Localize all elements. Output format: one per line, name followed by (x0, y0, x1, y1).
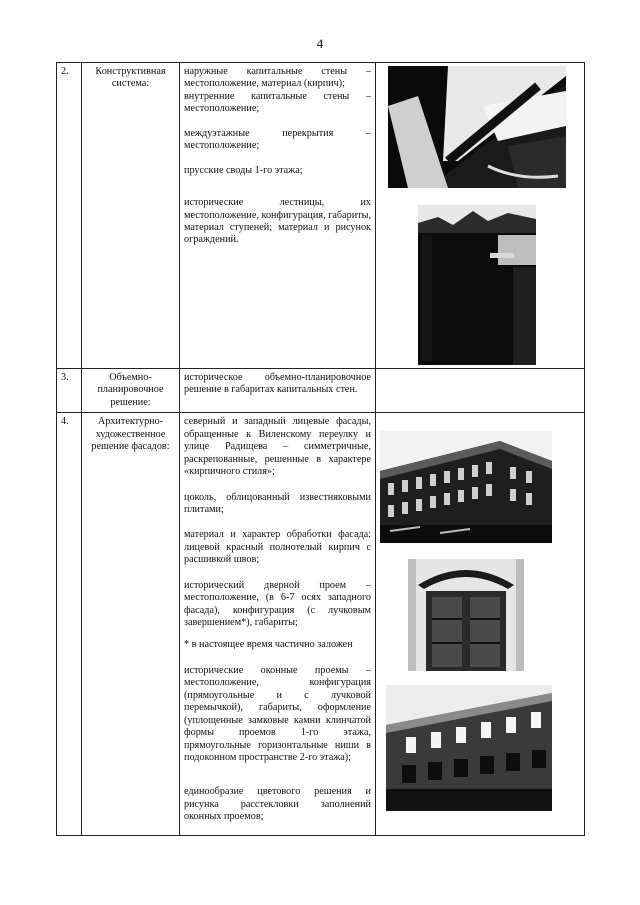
list-item: северный и западный лицевые фасады, обращенные к Виленскому переулку и улице Радищева – симметричные, раскрепованные, решенные в характере «кирпичного стиля»; (184, 416, 371, 478)
list-item: исторические лестницы, их местоположение, конфигурация, габариты, материал ступеней; материал и рисунок ограждений. (184, 197, 371, 246)
list-item: исторический дверной проем – местоположение, (в 6-7 осях западного фасада), конфигурация (с лучковым завершением*), габариты; (184, 579, 371, 628)
photo-cell (376, 63, 585, 369)
feature-items (180, 369, 376, 413)
feature-items (180, 413, 376, 836)
table-row (57, 369, 585, 413)
list-item: цоколь, облицованный известняковыми плитами; (184, 491, 371, 515)
list-item: историческое объемно-планировочное решение в габаритах капитальных стен. (184, 372, 371, 396)
list-item: внутренние капитальные стены – местоположение; (184, 90, 371, 115)
building-corner-photo (380, 431, 552, 543)
list-item: * в настоящее время частично заложен (184, 639, 353, 651)
entrance-door-photo (408, 559, 524, 671)
feature-name: Архитектурно-художественное решение фасадов: (82, 413, 180, 836)
row-number: 2. (57, 63, 82, 369)
feature-name: Объемно-планировочное решение: (82, 369, 180, 413)
facade-windows-photo (386, 685, 552, 811)
list-item: наружные капитальные стены – местоположение, материал (кирпич); (184, 66, 371, 90)
interior-ceiling-photo (388, 66, 566, 188)
photo-cell (376, 413, 585, 836)
list-item: прусские своды 1-го этажа; (184, 164, 303, 176)
table-row (57, 413, 585, 836)
object-features-table (56, 62, 585, 836)
page-number: 4 (316, 36, 324, 51)
row-number: 4. (57, 413, 82, 836)
list-item: единообразие цветового решения и рисунка расстекловки заполнений оконных проемов; (184, 786, 371, 823)
feature-items (180, 63, 376, 369)
row-number: 3. (57, 369, 82, 413)
feature-name: Конструктивная система: (82, 63, 180, 369)
list-item: исторические оконные проемы – местоположение, конфигурация (прямоугольные и с лучковой перемычкой), габариты, оформление (уплощенные замковые камни клинчатой формы проемов 1-го этажа, прямоугольные горизонтальные ниши в подоконном пространстве 2-го этажа); (184, 664, 371, 763)
staircase-photo (418, 205, 536, 365)
photo-cell (376, 369, 585, 413)
table-row (57, 63, 585, 369)
list-item: материал и характер обработки фасада: лицевой красный полнотелый кирпич с расшивкой швов; (184, 529, 371, 566)
list-item: междуэтажные перекрытия – местоположение; (184, 127, 371, 152)
